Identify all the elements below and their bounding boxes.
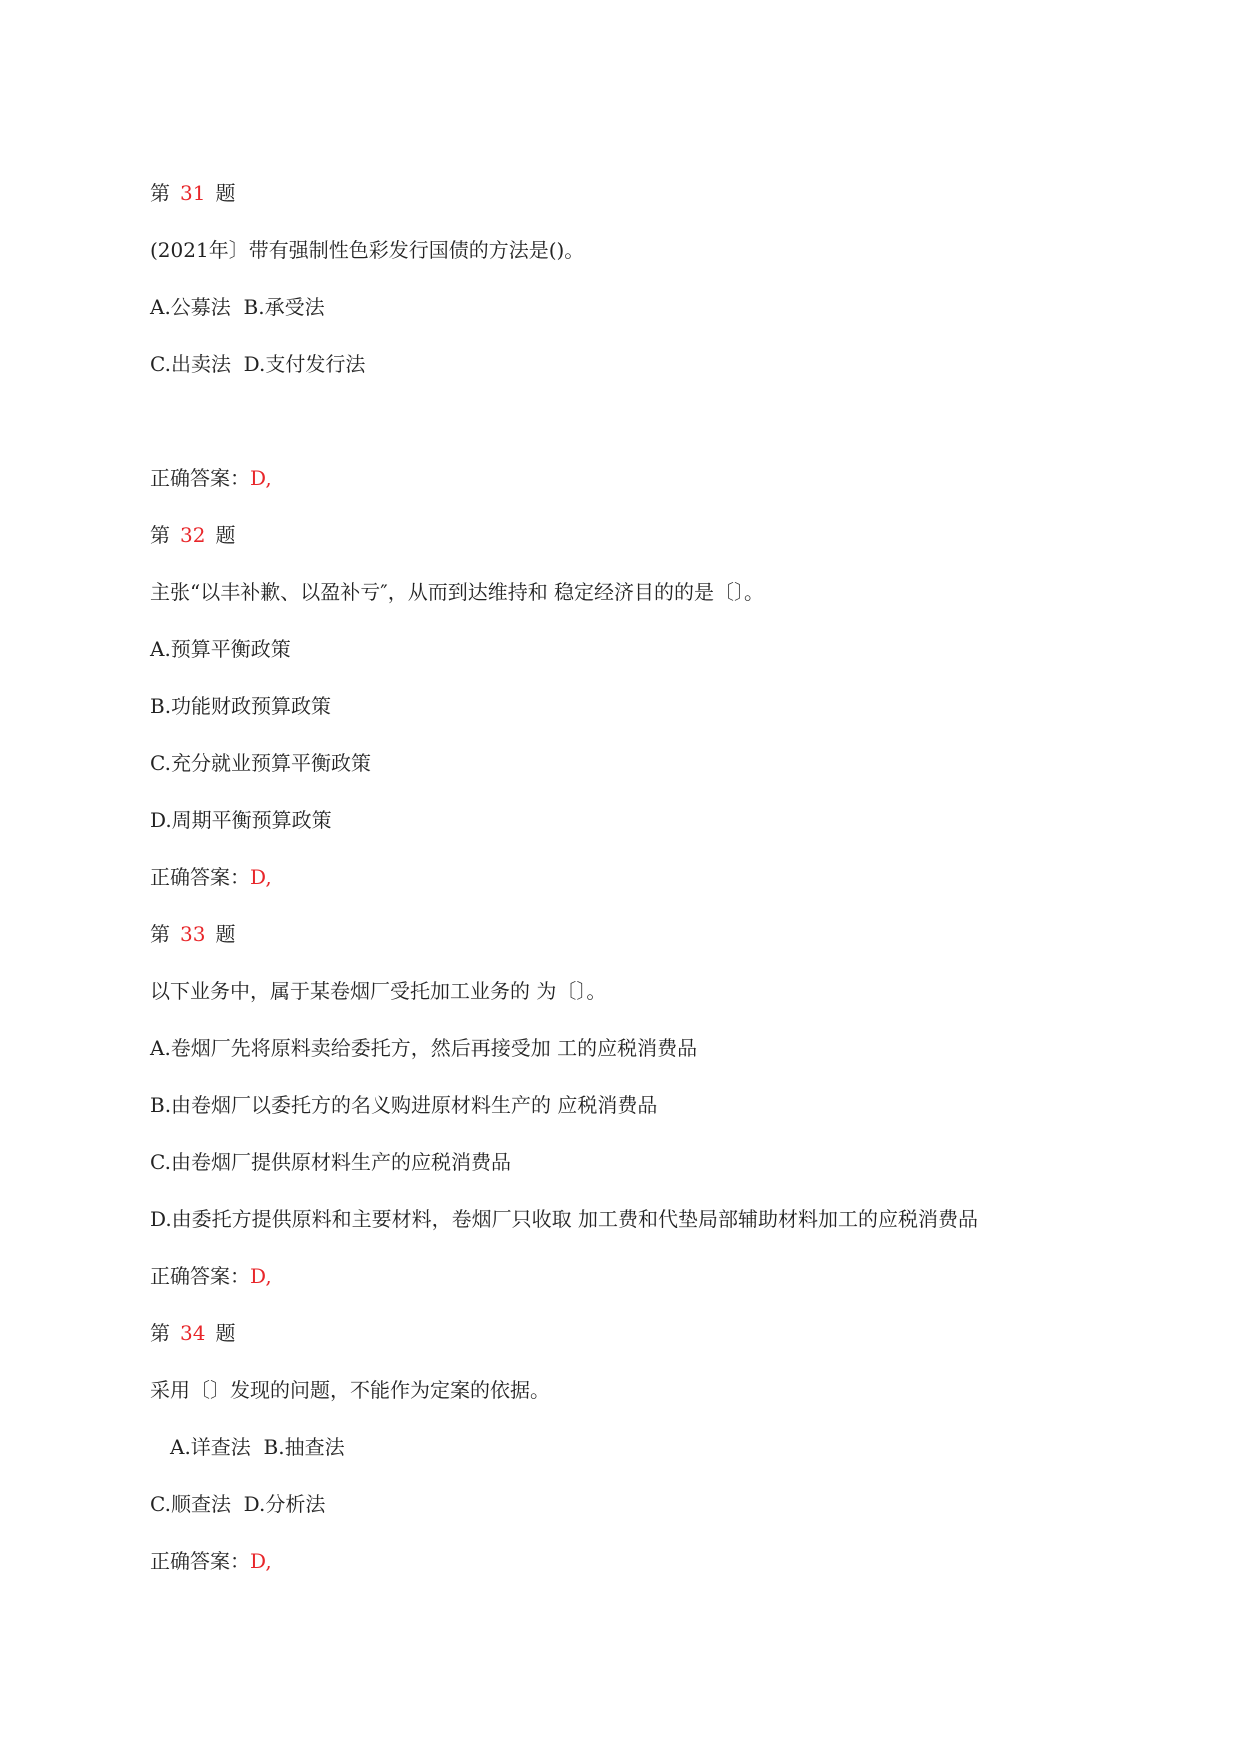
- question-option: A.预算平衡政策: [150, 637, 291, 661]
- question-number: 31: [180, 181, 206, 205]
- question-suffix: 题: [215, 181, 236, 205]
- question-header: [150, 1319, 235, 1347]
- question-option: C.由卷烟厂提供原材料生产的应税消费品: [150, 1150, 511, 1174]
- answer-value: D,: [250, 466, 272, 490]
- answer-line: [150, 863, 272, 891]
- question-option: A.详查法 B.抽查法: [170, 1435, 345, 1459]
- question-header: [150, 920, 235, 948]
- question-suffix: 题: [215, 922, 236, 946]
- question-prefix: 第: [150, 922, 170, 946]
- question-stem: 采用〔〕发现的问题，不能作为定案的依据。: [150, 1378, 550, 1402]
- question-stem: 以下业务中，属于某卷烟厂受托加工业务的 为〔〕。: [150, 979, 607, 1003]
- question-stem: 主张“以丰补歉、以盈补亏″，从而到达维持和 稳定经济目的的是〔〕。: [150, 580, 765, 604]
- answer-value: D,: [250, 865, 272, 889]
- question-option: C.出卖法 D.支付发行法: [150, 352, 366, 376]
- question-header: [150, 179, 235, 207]
- question-prefix: 第: [150, 523, 170, 547]
- answer-value: D,: [250, 1264, 272, 1288]
- question-number: 32: [180, 523, 206, 547]
- answer-label: 正确答案：: [150, 466, 250, 490]
- answer-value: D,: [250, 1549, 272, 1573]
- answer-label: 正确答案：: [150, 865, 250, 889]
- question-stem: (2021年〕带有强制性色彩发行国债的方法是()。: [150, 238, 585, 262]
- question-option: B.由卷烟厂以委托方的名义购进原材料生产的 应税消费品: [150, 1093, 658, 1117]
- question-option: A.卷烟厂先将原料卖给委托方，然后再接受加 工的应税消费品: [150, 1036, 698, 1060]
- answer-line: [150, 464, 272, 492]
- question-option: B.功能财政预算政策: [150, 694, 332, 718]
- question-option: A.公募法 B.承受法: [150, 295, 325, 319]
- question-suffix: 题: [215, 1321, 236, 1345]
- answer-label: 正确答案：: [150, 1549, 250, 1573]
- question-option: D.由委托方提供原料和主要材料，卷烟厂只收取 加工费和代垫局部辅助材料加工的应税消费品: [150, 1207, 979, 1231]
- answer-line: [150, 1547, 272, 1575]
- question-suffix: 题: [215, 523, 236, 547]
- question-option: C.顺查法 D.分析法: [150, 1492, 326, 1516]
- question-header: [150, 521, 235, 549]
- question-option: D.周期平衡预算政策: [150, 808, 332, 832]
- answer-label: 正确答案：: [150, 1264, 250, 1288]
- question-option: C.充分就业预算平衡政策: [150, 751, 371, 775]
- question-prefix: 第: [150, 181, 170, 205]
- question-prefix: 第: [150, 1321, 170, 1345]
- question-number: 34: [180, 1321, 206, 1345]
- answer-line: [150, 1262, 272, 1290]
- question-number: 33: [180, 922, 206, 946]
